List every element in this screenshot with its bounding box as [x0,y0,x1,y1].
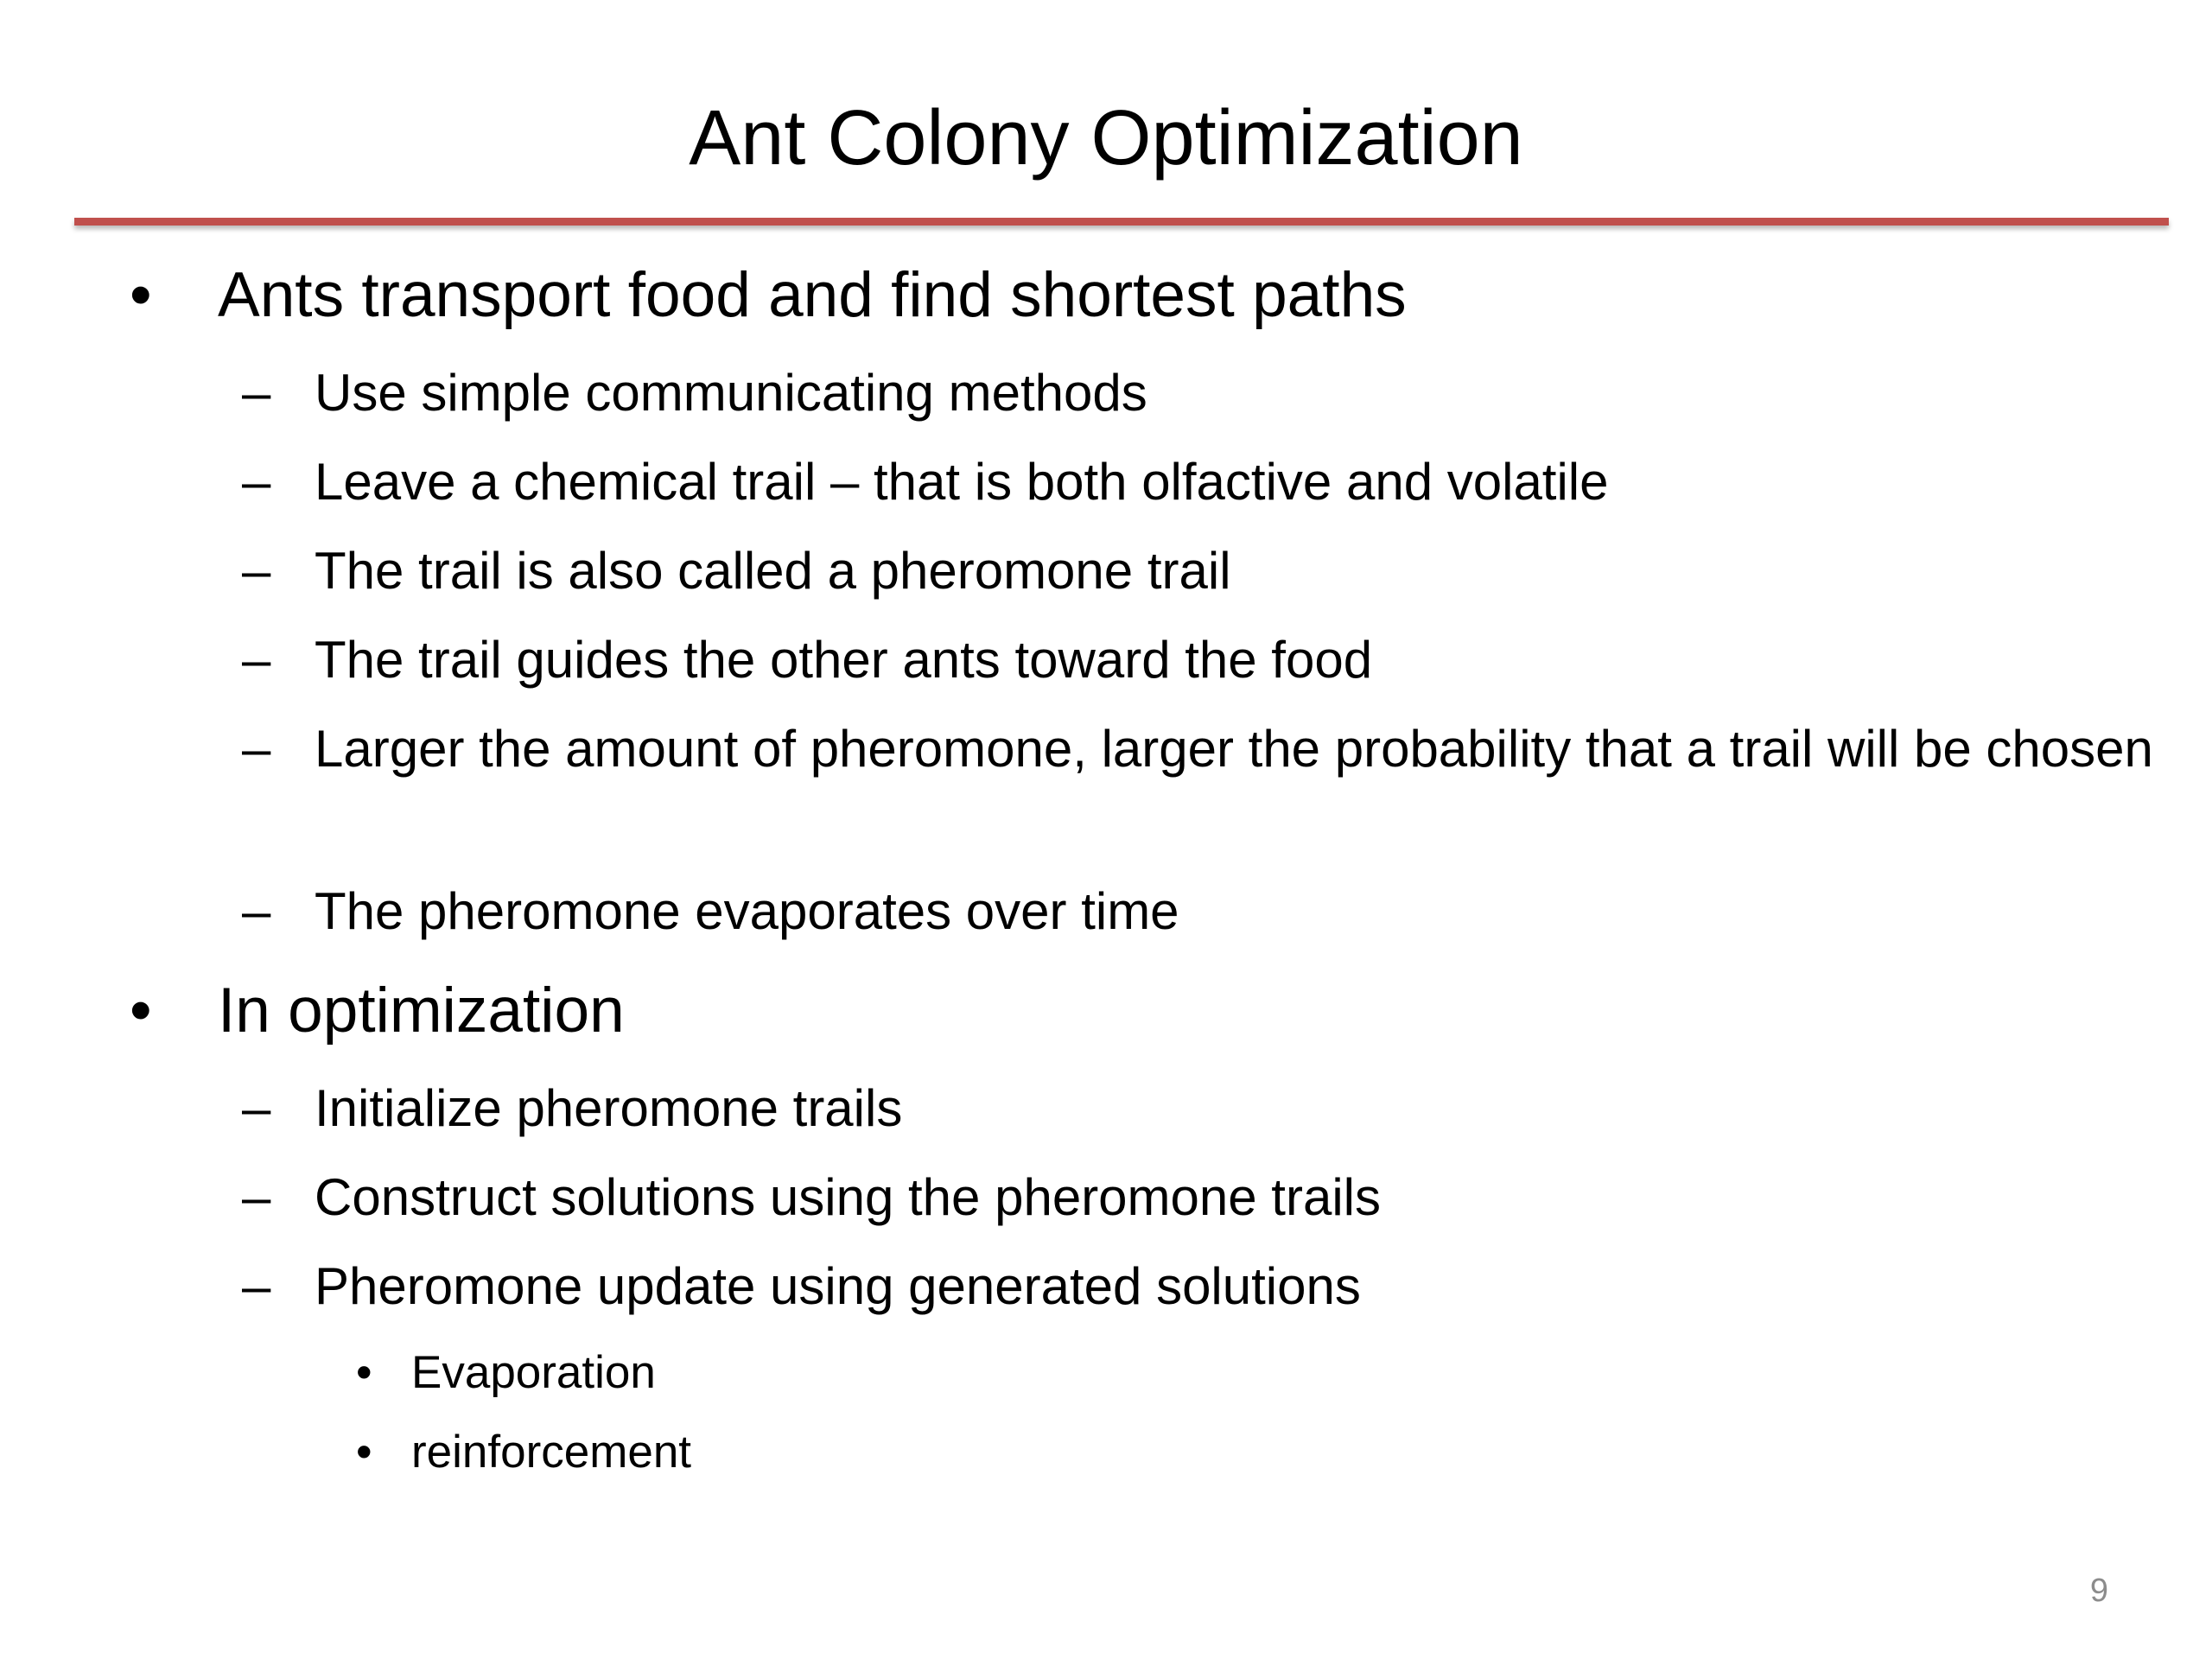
subitem-text: Larger the amount of pheromone, larger the probability that a trail will be chosen [315,720,2153,778]
bullet-glyph: • [130,976,152,1046]
page-number: 9 [2089,1573,2108,1609]
subsubitem-text: Evaporation [411,1347,656,1398]
subitem-text: Construct solutions using the pheromone trails [315,1168,1381,1226]
dash-glyph: – [242,1168,271,1226]
bullet-glyph: • [356,1427,372,1478]
subitem-text: Leave a chemical trail – that is both olfactive and volatile [315,453,1609,511]
bullet-text: In optimization [218,976,625,1046]
bullet-glyph: • [356,1347,372,1398]
subsubitem-text: reinforcement [411,1427,692,1478]
subitem-text: Initialize pheromone trails [315,1079,903,1137]
dash-glyph: – [242,542,271,600]
slide-title: Ant Colony Optimization [689,95,1523,181]
dash-glyph: – [242,1079,271,1137]
subitem-text: The trail guides the other ants toward the food [315,631,1373,689]
bullet-text: Ants transport food and find shortest paths [218,260,1407,330]
subitem-text: The pheromone evaporates over time [315,882,1179,940]
subitem-text: Use simple communicating methods [315,364,1147,422]
dash-glyph: – [242,364,271,422]
dash-glyph: – [242,882,271,940]
dash-glyph: – [242,453,271,511]
dash-glyph: – [242,720,271,778]
subitem-text: Pheromone update using generated solutions [315,1257,1361,1315]
dash-glyph: – [242,1257,271,1315]
subitem-text: The trail is also called a pheromone trail [315,542,1231,600]
dash-glyph: – [242,631,271,689]
bullet-glyph: • [130,260,152,330]
